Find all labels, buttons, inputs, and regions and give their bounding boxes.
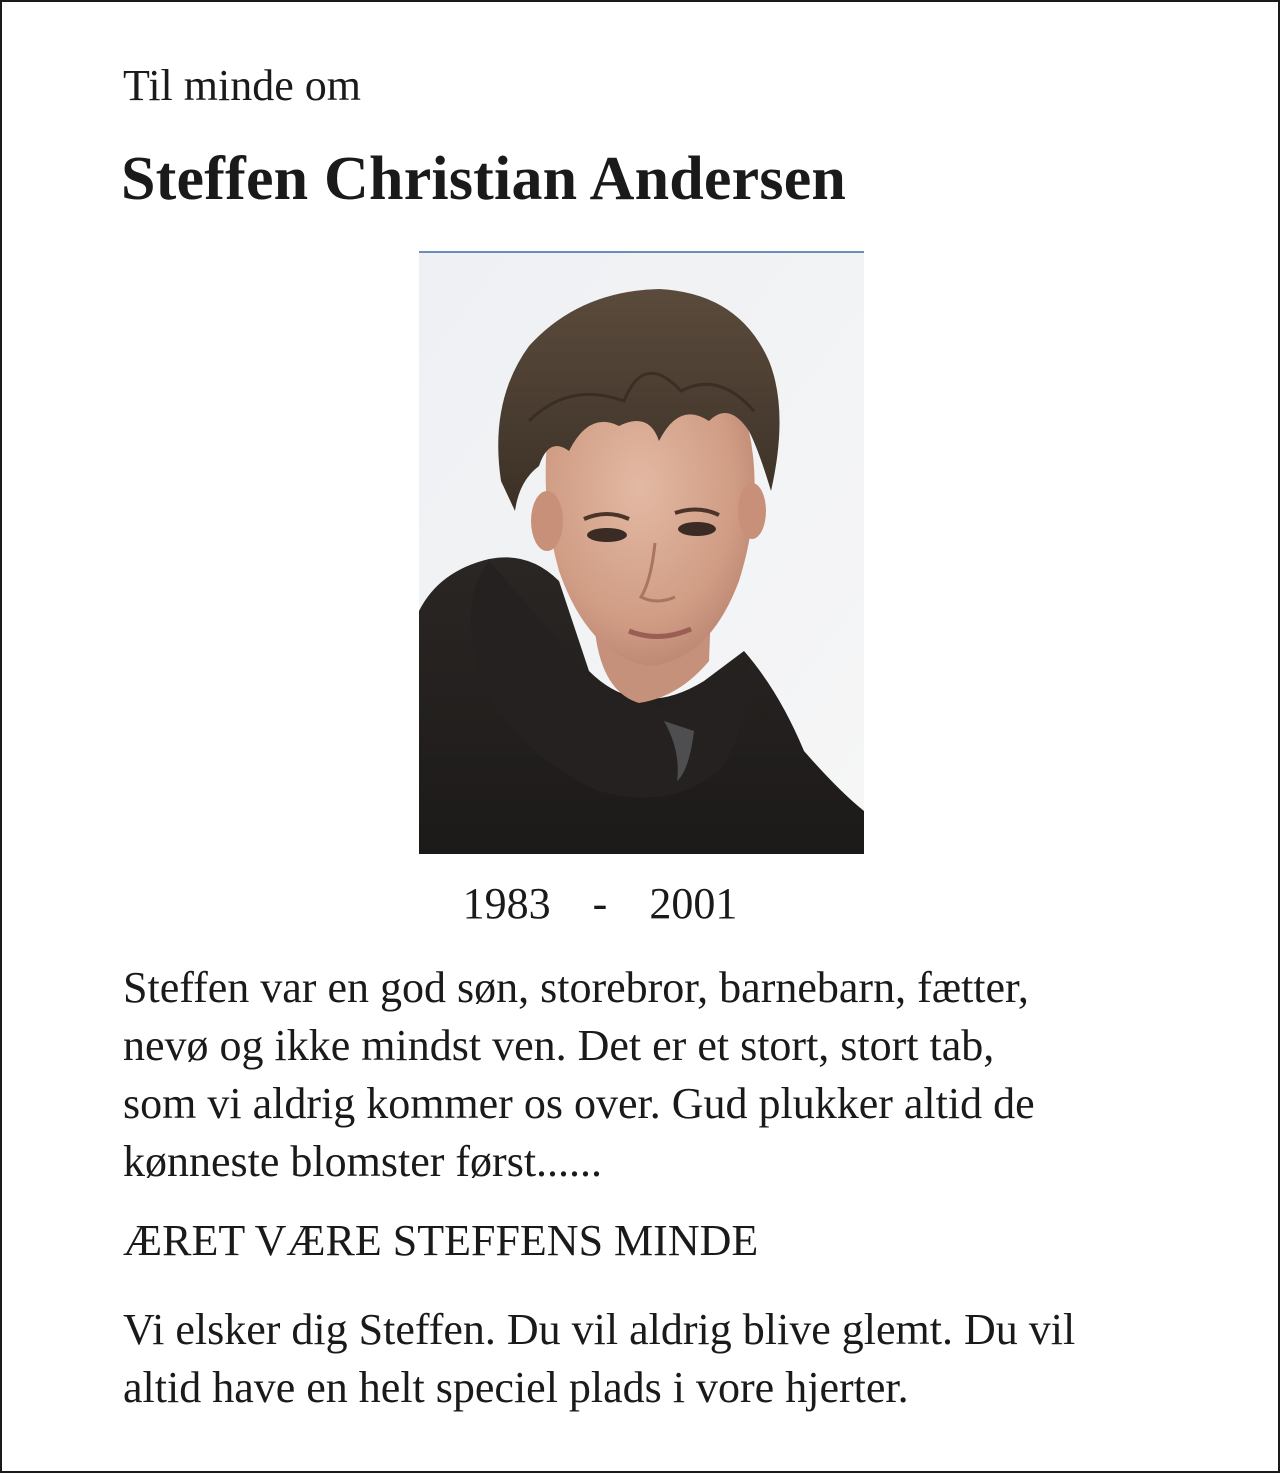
portrait-photo bbox=[419, 251, 864, 854]
deceased-name: Steffen Christian Andersen bbox=[121, 145, 847, 213]
intro-text: Til minde om bbox=[123, 61, 361, 110]
motto bbox=[123, 1212, 1243, 1270]
date-separator: - bbox=[592, 879, 608, 928]
tribute-line: som vi aldrig kommer os over. Gud plukker altid de bbox=[123, 1079, 1035, 1128]
life-dates bbox=[2, 876, 1280, 932]
closing-line: Vi elsker dig Steffen. Du vil aldrig blive glemt. Du vil bbox=[123, 1305, 1076, 1354]
motto-text: ÆRET VÆRE STEFFENS MINDE bbox=[123, 1216, 759, 1265]
closing-paragraph bbox=[123, 1301, 1243, 1417]
closing-line: altid have en helt speciel plads i vore hjerter. bbox=[123, 1363, 909, 1412]
tribute-paragraph bbox=[123, 959, 1243, 1191]
tribute-line: nevø og ikke mindst ven. Det er et stort, stort tab, bbox=[123, 1021, 995, 1070]
birth-year: 1983 bbox=[462, 879, 551, 928]
tribute-line: kønneste blomster først...... bbox=[123, 1137, 603, 1186]
death-year: 2001 bbox=[649, 879, 738, 928]
tribute-line: Steffen var en god søn, storebror, barnebarn, fætter, bbox=[123, 963, 1029, 1012]
